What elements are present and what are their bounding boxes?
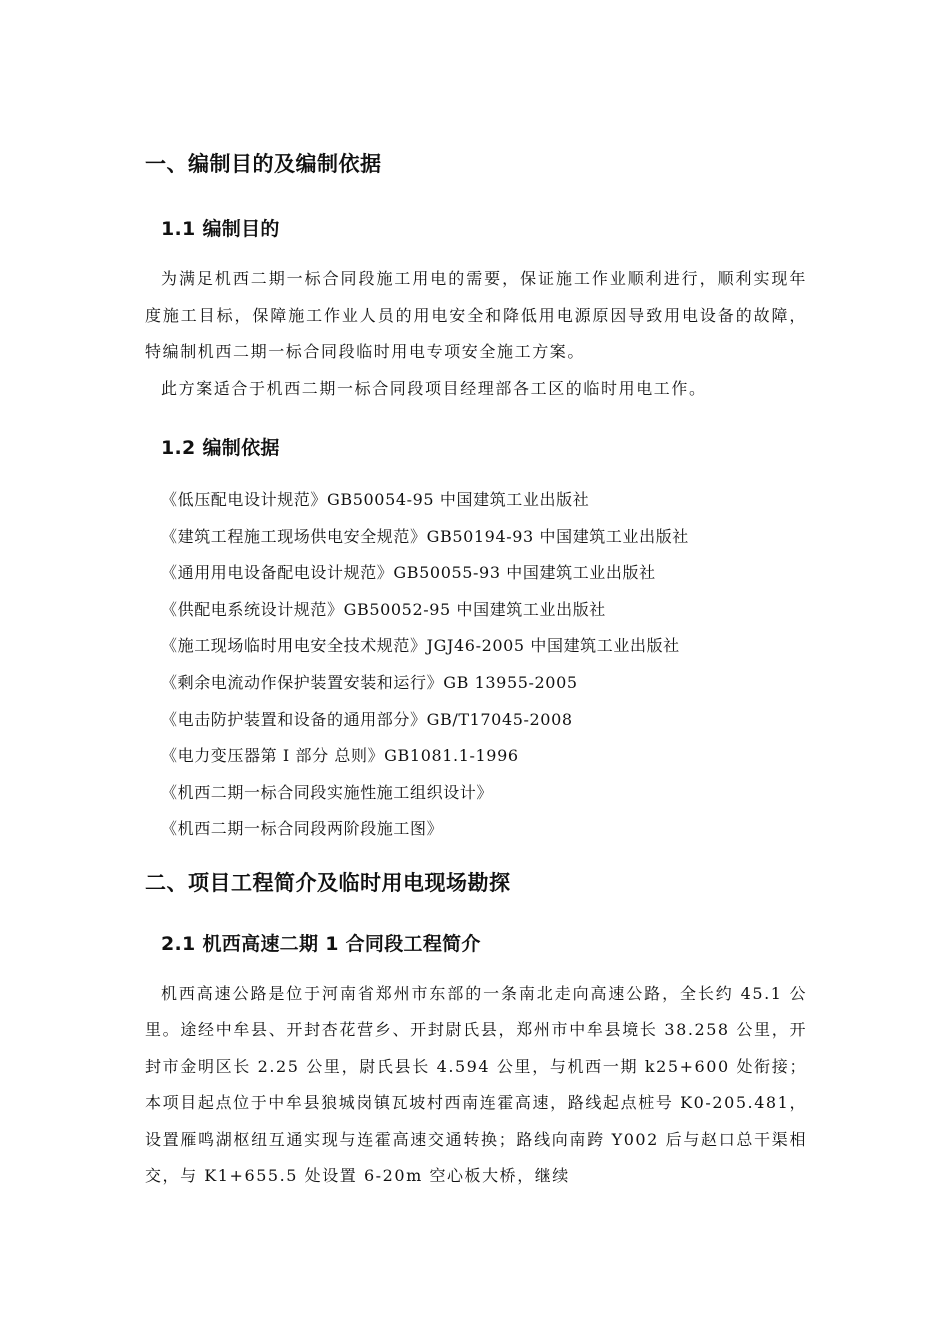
reference-item: 《电力变压器第 I 部分 总则》GB1081.1-1996 bbox=[161, 746, 519, 766]
reference-item: 《施工现场临时用电安全技术规范》JGJ46-2005 中国建筑工业出版社 bbox=[161, 636, 680, 656]
project-overview-paragraph: 机西高速公路是位于河南省郑州市东部的一条南北走向高速公路，全长约 45.1 公里。途经中牟县、开封杏花营乡、开封尉氏县，郑州市中牟县境长 38.258 公里，开封市金明区长 2.25 公里，尉氏县长 4.594 公里，与机西一期 k25+600 处衔接；本项目起点位于中牟县狼城岗镇瓦坡村西南连霍高速，路线起点桩号 K0-205.481，设置雁鸣湖枢纽互通实现与连霍高速交通转换；路线向南跨 Y002 后与赵口总干渠相交，与 K1+655.5 处设置 6-20m 空心板大桥，继续 bbox=[145, 983, 807, 1186]
reference-item: 《建筑工程施工现场供电安全规范》GB50194-93 中国建筑工业出版社 bbox=[161, 526, 689, 546]
reference-item: 《低压配电设计规范》GB50054-95 中国建筑工业出版社 bbox=[161, 490, 590, 509]
section-1-1-heading: 1.1 编制目的 bbox=[161, 218, 280, 240]
reference-item: 《通用用电设备配电设计规范》GB50055-93 中国建筑工业出版社 bbox=[161, 563, 656, 583]
reference-item: 《剩余电流动作保护装置安装和运行》GB 13955-2005 bbox=[161, 672, 578, 692]
reference-item: 《机西二期一标合同段两阶段施工图》 bbox=[161, 819, 444, 839]
section-1-2-heading: 1.2 编制依据 bbox=[161, 437, 280, 459]
section-2-heading: 二、项目工程简介及临时用电现场勘探 bbox=[145, 870, 511, 895]
scope-paragraph: 此方案适合于机西二期一标合同段项目经理部各工区的临时用电工作。 bbox=[161, 378, 707, 398]
purpose-paragraph: 为满足机西二期一标合同段施工用电的需要，保证施工作业顺利进行，顺利实现年度施工目标，保障施工作业人员的用电安全和降低用电源原因导致用电设备的故障，特编制机西二期一标合同段临时用电专项安全施工方案。 bbox=[145, 269, 807, 361]
document-body bbox=[145, 143, 807, 1195]
reference-list bbox=[145, 482, 807, 848]
reference-item: 《机西二期一标合同段实施性施工组织设计》 bbox=[161, 782, 494, 802]
section-2-1-heading: 2.1 机西高速二期 1 合同段工程简介 bbox=[161, 932, 481, 955]
section-1-heading: 一、编制目的及编制依据 bbox=[145, 152, 382, 176]
reference-item: 《供配电系统设计规范》GB50052-95 中国建筑工业出版社 bbox=[161, 599, 606, 619]
reference-item: 《电击防护装置和设备的通用部分》GB/T17045-2008 bbox=[161, 709, 573, 729]
